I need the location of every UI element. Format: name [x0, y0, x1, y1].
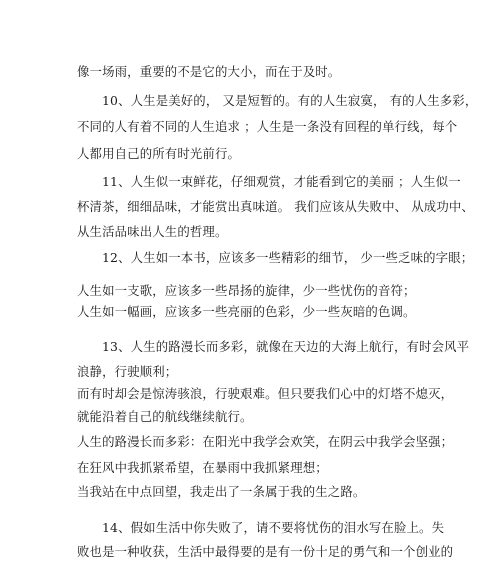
text-line-7: 从生活品味出人生的哲理。: [77, 224, 228, 239]
text-line-17: 当我站在中点回望，我走出了一条属于我的生之路。: [77, 484, 366, 499]
text-line-10: 人生如一幅画，应该多一些亮丽的色彩，少一些灰暗的色调。: [77, 304, 416, 319]
text-line-6: 杯清茶，细细品味，才能赏出真味道。 我们应该从失败中、 从成功中、: [77, 199, 474, 214]
text-line-14: 就能沿着自己的航线继续航行。: [77, 409, 253, 424]
text-line-1: 像一场雨，重要的不是它的大小，而在于及时。: [77, 64, 341, 79]
text-line-18: 14、假如生活中你失败了，请不要将忧伤的泪水写在脸上。失: [102, 520, 445, 535]
text-line-16: 在狂风中我抓紧希望，在暴雨中我抓紧理想；: [77, 460, 328, 475]
text-line-19: 败也是一种收获，生活中最得要的是有一份十足的勇气和一个创业的: [77, 544, 454, 559]
text-line-15: 人生的路漫长而多彩：在阳光中我学会欢笑，在阴云中我学会坚强；: [77, 434, 454, 449]
text-line-4: 人都用自己的所有时光前行。: [77, 146, 241, 161]
text-line-12: 浪静，行驶顺利；: [77, 364, 178, 379]
text-line-5: 11、人生似一束鲜花，仔细观赏，才能看到它的美丽 ；人生似一: [102, 174, 461, 189]
text-line-9: 人生如一支歌，应该多一些昂扬的旋律，少一些忧伤的音符；: [77, 283, 416, 298]
text-line-3: 不同的人有着不同的人生追求 ；人生是一条没有回程的单行线，每个: [77, 119, 458, 134]
text-line-13: 而有时却会是惊涛骇浪，行驶艰难。但只要我们心中的灯塔不熄灭，: [77, 386, 454, 401]
text-line-2: 10、人生是美好的， 又是短暂的。有的人生寂寞， 有的人生多彩，: [102, 93, 478, 108]
text-line-8: 12、人生如一本书，应该多一些精彩的细节， 少一些乏味的字眼；: [102, 250, 474, 265]
text-line-11: 13、人生的路漫长而多彩，就像在天边的大海上航行，有时会风平: [102, 339, 470, 354]
